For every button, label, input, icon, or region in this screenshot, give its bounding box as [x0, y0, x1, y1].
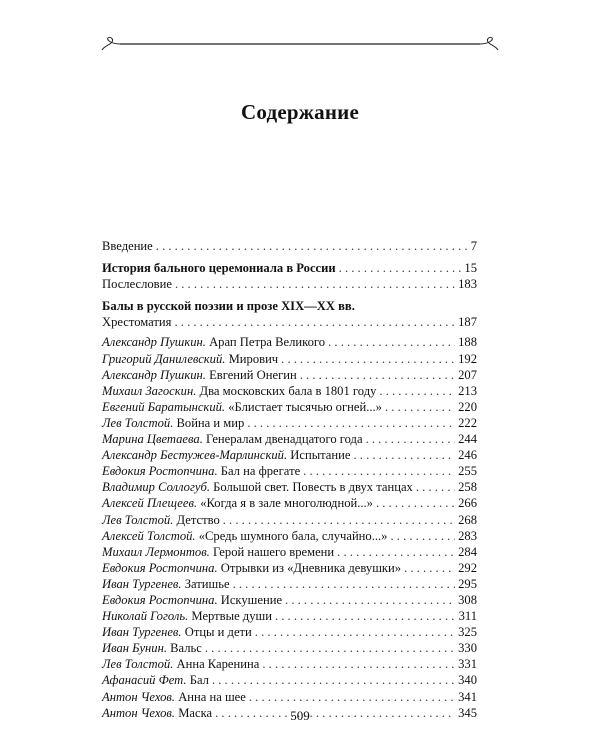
toc-entry-page: 244	[458, 432, 477, 447]
toc-entry-work: Отрывки из «Дневника девушки»	[220, 560, 402, 575]
toc-entry-page: 330	[458, 641, 477, 656]
toc-entry-title	[102, 447, 350, 463]
toc-entry-page: 220	[458, 399, 477, 414]
toc-entry-page: 292	[458, 560, 477, 575]
toc-entry-author: Иван Тургенев.	[102, 625, 182, 640]
toc-entry-title	[102, 399, 382, 415]
dot-leader	[262, 656, 455, 672]
toc-entry	[102, 544, 477, 560]
dot-leader	[285, 592, 455, 608]
dot-leader	[303, 463, 455, 479]
toc-entry-title	[102, 415, 244, 431]
toc-entry-work: Герой нашего времени	[212, 544, 335, 559]
toc-entry-title	[102, 431, 363, 447]
toc-entry-page: 7	[470, 239, 477, 253]
toc-entry-title	[102, 640, 202, 656]
toc-entry-author: Алексей Толстой.	[102, 528, 196, 543]
toc-entry-page: 268	[458, 512, 477, 527]
dot-leader	[174, 314, 455, 330]
dot-leader	[300, 367, 455, 383]
toc-entry-work: Вальс	[170, 641, 202, 656]
toc-entry	[102, 592, 477, 608]
toc-entry-work: Бал	[189, 673, 209, 688]
toc-entry-work: Искушение	[220, 592, 283, 607]
toc-entry-title: Хрестоматия	[102, 315, 172, 330]
toc-entry	[102, 689, 477, 705]
toc-entry-title	[102, 624, 252, 640]
toc-entry-author: Михаил Лермонтов.	[102, 544, 210, 559]
toc-entry-author: Евдокия Ростопчина.	[102, 464, 218, 479]
toc-entry-author: Григорий Данилевский.	[102, 351, 226, 366]
toc-entry-title	[102, 512, 220, 528]
toc-entry-work: Генералам двенадцатого года	[206, 432, 363, 447]
dot-leader	[353, 447, 455, 463]
toc-entry-author: Евдокия Ростопчина.	[102, 592, 218, 607]
toc-entry-work: Евгений Онегин	[209, 367, 297, 382]
toc-entry-page: 340	[458, 673, 477, 688]
toc-entry-title	[102, 351, 278, 367]
dot-leader	[205, 640, 455, 656]
toc-entry-title	[102, 544, 334, 560]
toc-entry-work: Детство	[176, 512, 220, 527]
toc-entry-work: Бал на фрегате	[220, 464, 301, 479]
dot-leader	[255, 624, 455, 640]
toc-entry	[102, 479, 477, 495]
toc-entry-author: Николай Гоголь.	[102, 609, 189, 624]
table-of-contents	[102, 238, 477, 721]
dot-leader	[175, 276, 455, 292]
toc-entry-page: 341	[458, 689, 477, 704]
toc-entry-title	[102, 592, 282, 608]
toc-entry-work: Анна Каренина	[176, 657, 260, 672]
toc-entry-work: «Средь шумного бала, случайно...»	[198, 528, 388, 543]
toc-entry-title	[102, 383, 376, 399]
toc-entry-title	[102, 576, 230, 592]
toc-entry-author: Евгений Баратынский.	[102, 399, 226, 414]
toc-entry-page: 325	[458, 625, 477, 640]
toc-entry-page: 213	[458, 383, 477, 398]
toc-entry-title: Послесловие	[102, 277, 172, 292]
toc-entry-work: Два московских бала в 1801 году	[199, 383, 377, 398]
anthology-entries	[102, 334, 477, 720]
toc-entry-author: Владимир Соллогуб.	[102, 480, 210, 495]
toc-entry-work: Анна на шее	[178, 689, 246, 704]
dot-leader	[249, 689, 455, 705]
toc-entry-author: Марина Цветаева.	[102, 432, 203, 447]
dot-leader	[376, 495, 455, 511]
toc-entry	[102, 624, 477, 640]
toc-entry-page: 222	[458, 415, 477, 430]
toc-entry-page: 345	[458, 705, 477, 720]
toc-entry-title	[102, 367, 297, 383]
toc-entry	[102, 512, 477, 528]
toc-entry-author: Лев Толстой.	[102, 657, 174, 672]
toc-entry-page: 246	[458, 448, 477, 463]
toc-entry-author: Алексей Плещеев.	[102, 496, 198, 511]
dot-leader	[156, 238, 468, 254]
toc-entry	[102, 399, 477, 415]
decorative-rule	[100, 36, 500, 52]
toc-entry	[102, 560, 477, 576]
toc-entry-work: Испытание	[290, 448, 351, 463]
toc-entry	[102, 495, 477, 511]
toc-entry-page: 331	[458, 657, 477, 672]
dot-leader	[366, 431, 456, 447]
toc-entry	[102, 640, 477, 656]
toc-entry-work: Арап Петра Великого	[209, 335, 326, 350]
toc-entry-page: 283	[458, 528, 477, 543]
toc-entry-author: Александр Бестужев-Марлинский.	[102, 448, 288, 463]
dot-leader	[233, 576, 456, 592]
toc-entry-page: 187	[458, 315, 477, 330]
toc-entry-work: Затишье	[184, 576, 230, 591]
toc-entry-page: 266	[458, 496, 477, 511]
toc-entry-work: «Когда я в зале многолюдной...»	[200, 496, 373, 511]
toc-entry-title	[102, 495, 373, 511]
dot-leader	[275, 608, 456, 624]
section-heading: Балы в русской поэзии и прозе XIX—XX вв.	[102, 299, 355, 314]
toc-entry-page: 258	[458, 480, 477, 495]
dot-leader	[212, 672, 455, 688]
toc-entry-title	[102, 463, 300, 479]
dot-leader	[247, 415, 455, 431]
toc-entry-title	[102, 656, 259, 672]
dot-leader	[337, 544, 455, 560]
toc-entry-page: 192	[458, 351, 477, 366]
toc-entry	[102, 463, 477, 479]
toc-entry	[102, 431, 477, 447]
toc-entry-author: Лев Толстой.	[102, 415, 174, 430]
toc-entry-title	[102, 479, 413, 495]
toc-entry-page: 284	[458, 544, 477, 559]
toc-entry-work: Маска	[178, 705, 213, 720]
toc-entry-page: 311	[458, 609, 477, 624]
dot-leader	[385, 399, 455, 415]
toc-entry-title	[102, 528, 387, 544]
toc-entry-author: Иван Тургенев.	[102, 576, 182, 591]
toc-entry-work: «Блистает тысячью огней...»	[228, 399, 382, 414]
dot-leader	[328, 334, 455, 350]
toc-entry-page: 183	[458, 277, 477, 292]
toc-entry	[102, 576, 477, 592]
toc-entry-introduction	[102, 238, 477, 254]
dot-leader	[223, 512, 455, 528]
toc-entry-author: Александр Пушкин.	[102, 367, 206, 382]
page-number: 509	[290, 708, 310, 723]
toc-entry-work: Большой свет. Повесть в двух танцах	[213, 480, 413, 495]
toc-entry	[102, 415, 477, 431]
ornament-line-icon	[100, 36, 500, 52]
toc-entry-author: Михаил Загоскин.	[102, 383, 197, 398]
toc-entry	[102, 383, 477, 399]
toc-entry	[102, 656, 477, 672]
dot-leader	[339, 260, 462, 276]
toc-entry-author: Афанасий Фет.	[102, 673, 187, 688]
toc-entry-title	[102, 334, 325, 350]
toc-entry	[102, 528, 477, 544]
dot-leader	[416, 479, 455, 495]
toc-entry-page: 308	[458, 592, 477, 607]
toc-entry-author: Лев Толстой.	[102, 512, 174, 527]
toc-entry	[102, 447, 477, 463]
toc-entry-page: 255	[458, 464, 477, 479]
toc-entry-title	[102, 608, 272, 624]
toc-entry-page: 15	[464, 261, 477, 276]
toc-entry	[102, 351, 477, 367]
toc-entry-author: Антон Чехов.	[102, 705, 176, 720]
dot-leader	[281, 351, 455, 367]
toc-entry-title	[102, 672, 209, 688]
toc-entry-work: Война и мир	[176, 415, 245, 430]
dot-leader	[379, 383, 455, 399]
dot-leader	[404, 560, 455, 576]
toc-entry-history	[102, 260, 477, 276]
toc-entry-author: Евдокия Ростопчина.	[102, 560, 218, 575]
toc-entry-anthology	[102, 314, 477, 330]
page-title: Содержание	[241, 100, 359, 124]
toc-entry-title: История бального церемониала в России	[102, 261, 336, 276]
toc-entry-title	[102, 560, 401, 576]
toc-entry-page: 295	[458, 576, 477, 591]
toc-entry	[102, 367, 477, 383]
toc-entry	[102, 608, 477, 624]
toc-entry-title: Введение	[102, 239, 153, 253]
toc-entry-page: 207	[458, 367, 477, 382]
toc-entry-work: Отцы и дети	[184, 625, 252, 640]
toc-entry-author: Антон Чехов.	[102, 689, 176, 704]
toc-entry	[102, 334, 477, 350]
toc-entry-author: Иван Бунин.	[102, 641, 167, 656]
toc-entry-afterword	[102, 276, 477, 292]
toc-entry-author: Александр Пушкин.	[102, 335, 206, 350]
toc-entry-work: Мирович	[228, 351, 279, 366]
toc-entry-title	[102, 689, 246, 705]
toc-entry-page: 188	[458, 335, 477, 350]
toc-entry	[102, 672, 477, 688]
dot-leader	[390, 528, 455, 544]
toc-entry-work: Мертвые души	[191, 609, 272, 624]
